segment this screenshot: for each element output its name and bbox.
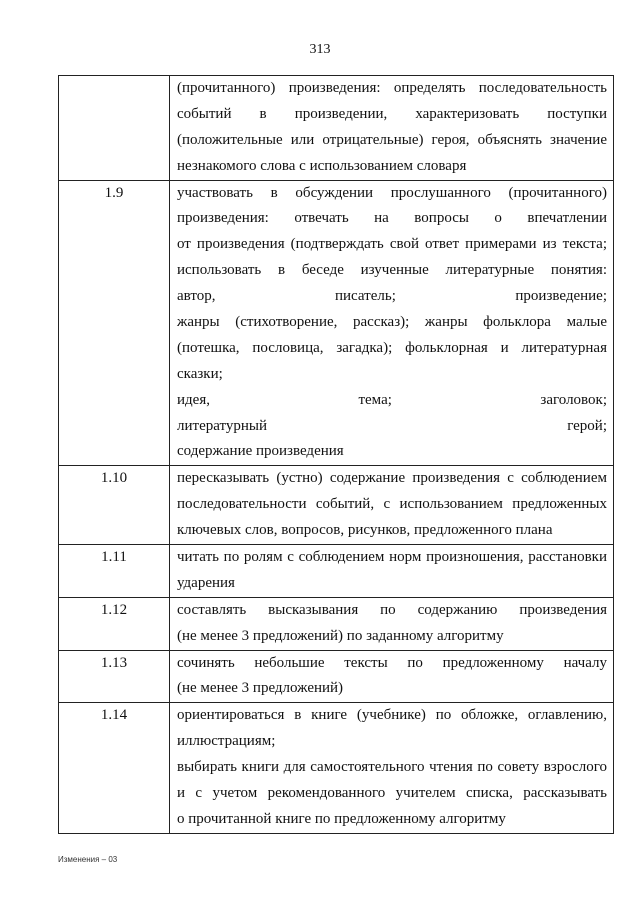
row-number	[59, 76, 170, 181]
text-line: пересказывать (устно) содержание произведения с соблюдением	[177, 470, 607, 487]
table-row	[59, 703, 614, 833]
text-line: выбирать книги для самостоятельного чтения по совету взрослого	[177, 759, 607, 776]
row-text	[170, 597, 614, 650]
text-line: ударения	[177, 574, 235, 591]
text-line: событий в произведении, характеризовать поступки	[177, 105, 607, 122]
table-row	[59, 545, 614, 598]
text-line: (потешка, пословица, загадка); фольклорная и литературная	[177, 339, 607, 356]
text-line: ключевых слов, вопросов, рисунков, предложенного плана	[177, 522, 553, 539]
text-line: сказки;	[177, 365, 223, 382]
table-body	[59, 76, 614, 834]
text-line: составлять высказывания по содержанию произведения	[177, 601, 607, 618]
text-line: незнакомого слова с использованием словаря	[177, 157, 467, 174]
row-number: 1.9	[59, 180, 170, 466]
text-line: ориентироваться в книге (учебнике) по обложке, оглавлению,	[177, 707, 607, 724]
text-line: произведения: отвечать на вопросы о впечатлении	[177, 210, 607, 227]
row-number: 1.12	[59, 597, 170, 650]
footer-note: Изменения – 03	[58, 855, 118, 864]
text-line: автор, писатель; произведение;	[177, 288, 607, 305]
row-text	[170, 650, 614, 703]
row-text	[170, 180, 614, 466]
text-line: (не менее 3 предложений)	[177, 680, 344, 697]
text-line: участвовать в обсуждении прослушанного (прочитанного)	[177, 184, 607, 201]
row-number: 1.13	[59, 650, 170, 703]
text-line: жанры (стихотворение, рассказ); жанры фольклора малые	[177, 314, 607, 331]
row-number: 1.10	[59, 466, 170, 545]
text-line: и с учетом рекомендованного учителем списка, рассказывать	[177, 785, 607, 802]
text-line: (положительные или отрицательные) героя, объяснять значение	[177, 131, 607, 148]
text-line: о прочитанной книге по предложенному алгоритму	[177, 810, 506, 827]
text-line: сочинять небольшие тексты по предложенному началу	[177, 654, 607, 671]
text-line: использовать в беседе изученные литературные понятия:	[177, 262, 607, 279]
row-text	[170, 703, 614, 833]
row-text	[170, 545, 614, 598]
text-line: идея, тема; заголовок;	[177, 391, 607, 408]
row-text	[170, 76, 614, 181]
table-row	[59, 76, 614, 181]
table-row	[59, 180, 614, 466]
row-text	[170, 466, 614, 545]
text-line: (не менее 3 предложений) по заданному алгоритму	[177, 627, 504, 644]
text-line: последовательности событий, с использованием предложенных	[177, 496, 607, 513]
text-line: литературный герой;	[177, 417, 607, 434]
text-line: иллюстрациям;	[177, 733, 276, 750]
text-line: читать по ролям с соблюдением норм произношения, расстановки	[177, 549, 607, 566]
row-number: 1.14	[59, 703, 170, 833]
requirements-table	[58, 75, 614, 834]
row-number: 1.11	[59, 545, 170, 598]
table-row	[59, 650, 614, 703]
table-row	[59, 597, 614, 650]
text-line: (прочитанного) произведения: определять последовательность	[177, 80, 607, 96]
text-line: от произведения (подтверждать свой ответ примерами из текста;	[177, 236, 607, 253]
text-line: содержание произведения	[177, 443, 344, 460]
table-row	[59, 466, 614, 545]
page-number: 313	[309, 42, 331, 57]
